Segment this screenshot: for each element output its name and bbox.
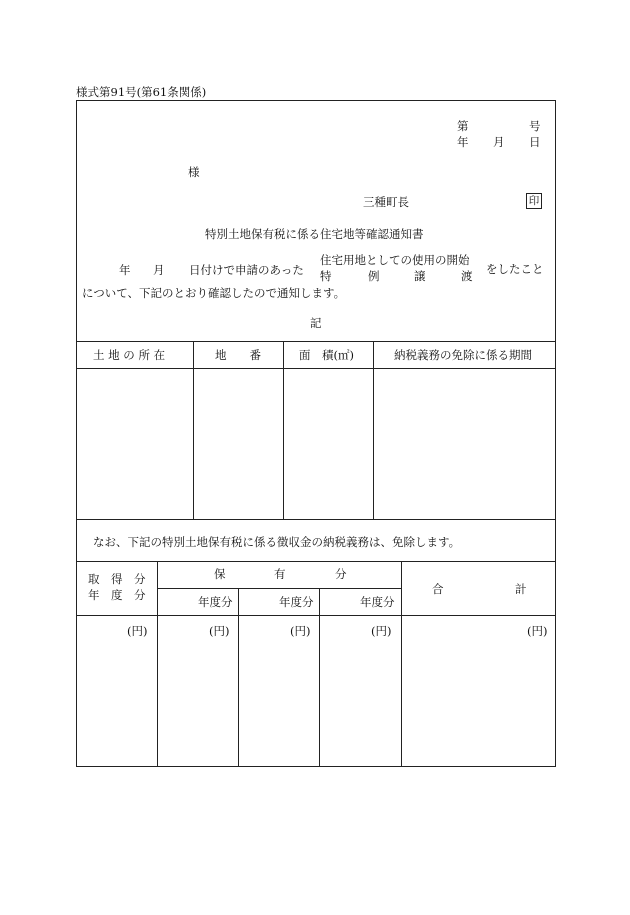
number-dai: 第 bbox=[457, 119, 469, 133]
land-table-header-rule bbox=[77, 368, 556, 369]
land-table-divider bbox=[373, 341, 374, 519]
option-special-char: 特 bbox=[320, 269, 332, 283]
option-special-char: 譲 bbox=[414, 269, 426, 283]
tax-table-divider bbox=[157, 561, 158, 767]
holding-label-char: 有 bbox=[274, 567, 286, 581]
acquired-label-1: 取 得 分 bbox=[88, 572, 146, 586]
tax-table-header-rule bbox=[77, 615, 556, 616]
addressee-honorific: 様 bbox=[188, 165, 200, 179]
land-table-divider bbox=[283, 341, 284, 519]
land-table-bottom-rule bbox=[77, 519, 556, 520]
holding-label-char: 保 bbox=[214, 567, 226, 581]
tax-table-top-rule bbox=[77, 561, 556, 562]
body-year: 年 bbox=[119, 263, 131, 277]
yen-unit: (円) bbox=[527, 624, 548, 638]
fiscal-year-label: 年度分 bbox=[279, 595, 314, 609]
number-go: 号 bbox=[529, 119, 541, 133]
seal-mark: 印 bbox=[526, 193, 542, 209]
form-number-label: 様式第91号(第61条関係) bbox=[76, 85, 207, 99]
header-exemption-period: 納税義務の免除に係る期間 bbox=[394, 348, 532, 362]
yen-unit: (円) bbox=[290, 624, 311, 638]
issuer-name: 三種町長 bbox=[363, 195, 409, 209]
fiscal-year-label: 年度分 bbox=[360, 595, 395, 609]
option-special-char: 例 bbox=[368, 269, 380, 283]
body-date-text: 日付けで申請のあった bbox=[189, 263, 304, 277]
document-title: 特別土地保有税に係る住宅地等確認通知書 bbox=[205, 227, 424, 241]
header-area: 面 積(㎡) bbox=[299, 348, 354, 362]
acquired-label-2: 年 度 分 bbox=[88, 588, 146, 602]
date-month: 月 bbox=[493, 135, 505, 149]
option-special-char: 渡 bbox=[461, 269, 473, 283]
document-frame bbox=[76, 100, 556, 767]
total-label-char: 計 bbox=[515, 582, 527, 596]
header-location: 土 地 の 所 在 bbox=[93, 348, 166, 362]
body-month: 月 bbox=[153, 263, 165, 277]
yen-unit: (円) bbox=[209, 624, 230, 638]
ki-heading: 記 bbox=[310, 316, 322, 330]
land-table-top-rule bbox=[77, 341, 556, 342]
holding-subheader-rule bbox=[157, 588, 401, 589]
date-year: 年 bbox=[457, 135, 469, 149]
header-lot-number: 地 番 bbox=[215, 348, 261, 362]
yen-unit: (円) bbox=[371, 624, 392, 638]
exemption-note: なお、下記の特別土地保有税に係る徴収金の納税義務は、免除します。 bbox=[93, 535, 461, 549]
land-table-divider bbox=[193, 341, 194, 519]
tax-table-divider bbox=[401, 561, 402, 767]
body-line-2: について、下記のとおり確認したので通知します。 bbox=[82, 286, 346, 300]
holding-label-char: 分 bbox=[335, 567, 347, 581]
yen-unit: (円) bbox=[127, 624, 148, 638]
total-label-char: 合 bbox=[432, 582, 444, 596]
body-suffix: をしたこと bbox=[486, 262, 544, 276]
fiscal-year-label: 年度分 bbox=[198, 595, 233, 609]
option-use-start: 住宅用地としての使用の開始 bbox=[320, 253, 470, 267]
date-day: 日 bbox=[529, 135, 541, 149]
